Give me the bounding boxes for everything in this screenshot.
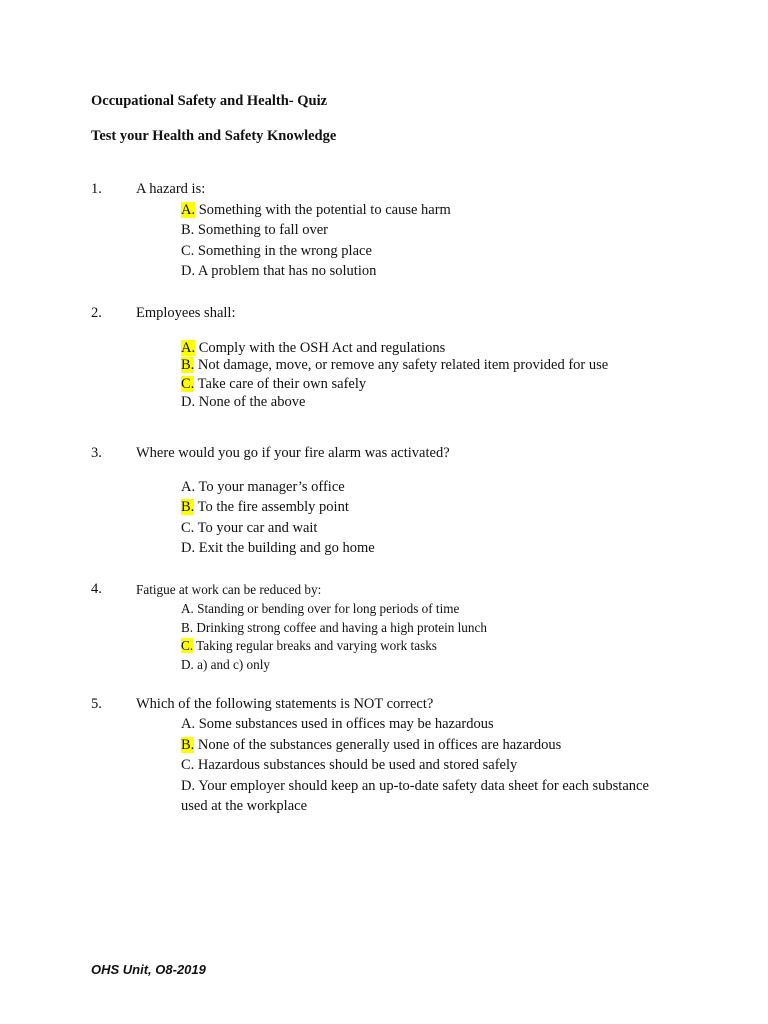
option-text: Your employer should keep an up-to-date safety data sheet for each substance	[195, 778, 649, 794]
option-letter: D.	[181, 540, 196, 556]
question-3-option-a	[181, 479, 345, 496]
option-text: Comply with the OSH Act and regulations	[195, 340, 446, 356]
highlighted-letter: A.	[181, 340, 196, 356]
footer-text: OHS Unit, O8-2019	[91, 962, 206, 977]
question-1-option-c	[181, 243, 372, 260]
highlighted-letter: B.	[181, 737, 195, 753]
question-4-number: 4.	[91, 581, 102, 597]
question-2-option-d	[181, 394, 305, 411]
option-text: To the fire assembly point	[194, 499, 349, 515]
option-text: Something to fall over	[194, 222, 328, 238]
question-2-text: Employees shall:	[136, 305, 236, 321]
option-letter: B.	[181, 222, 195, 238]
highlighted-letter: A.	[181, 202, 196, 218]
option-letter: D.	[181, 394, 196, 410]
option-text: Something with the potential to cause harm	[195, 202, 451, 218]
question-4-option-a	[181, 601, 459, 617]
question-5-text: Which of the following statements is NOT correct?	[136, 696, 434, 712]
option-text: A problem that has no solution	[195, 263, 377, 279]
option-letter: D.	[181, 263, 196, 279]
option-letter: A.	[181, 601, 194, 616]
option-letter: C.	[181, 757, 195, 773]
option-text: Standing or bending over for long periods of time	[193, 601, 460, 616]
question-5-option-c	[181, 757, 517, 774]
option-text: Not damage, move, or remove any safety related item provided for use	[194, 357, 609, 373]
option-text: To your manager’s office	[195, 479, 345, 495]
highlighted-letter: C.	[181, 638, 194, 653]
question-4-option-c	[181, 638, 437, 654]
question-1-option-b	[181, 222, 328, 239]
question-1-option-d	[181, 263, 376, 280]
highlighted-letter: B.	[181, 499, 195, 515]
option-text: Taking regular breaks and varying work tasks	[193, 638, 437, 653]
option-letter: C.	[181, 243, 195, 259]
highlighted-letter: C.	[181, 376, 195, 392]
question-3-option-c	[181, 520, 317, 537]
question-5-option-d	[181, 778, 649, 795]
option-letter: A.	[181, 479, 196, 495]
question-2-number: 2.	[91, 305, 102, 321]
question-5-option-a	[181, 716, 494, 733]
option-text: Drinking strong coffee and having a high protein lunch	[193, 620, 487, 635]
question-4-option-d	[181, 657, 270, 673]
question-2-option-a	[181, 340, 445, 357]
option-letter: B.	[181, 620, 194, 635]
option-text: Hazardous substances should be used and stored safely	[194, 757, 518, 773]
question-3-option-b	[181, 499, 349, 516]
question-5-option-d-continuation: used at the workplace	[181, 798, 308, 814]
page-title: Occupational Safety and Health- Quiz	[91, 93, 328, 109]
option-letter: A.	[181, 716, 196, 732]
question-4-option-b	[181, 620, 487, 636]
question-3-option-d	[181, 540, 375, 557]
option-text: Something in the wrong place	[194, 243, 372, 259]
option-letter: D.	[181, 778, 196, 794]
option-letter: D.	[181, 657, 194, 672]
option-text: To your car and wait	[194, 520, 318, 536]
question-5-option-b	[181, 737, 561, 754]
option-text: Some substances used in offices may be hazardous	[195, 716, 494, 732]
question-2-option-b	[181, 357, 608, 374]
question-1-number: 1.	[91, 181, 102, 197]
option-text: Exit the building and go home	[195, 540, 375, 556]
question-1-text: A hazard is:	[136, 181, 206, 197]
question-5-number: 5.	[91, 696, 102, 712]
question-1-option-a	[181, 202, 451, 219]
option-text: Take care of their own safely	[194, 376, 367, 392]
option-text: None of the substances generally used in offices are hazardous	[194, 737, 562, 753]
option-text: None of the above	[195, 394, 306, 410]
question-4-text: Fatigue at work can be reduced by:	[136, 582, 322, 597]
question-3-number: 3.	[91, 445, 102, 461]
option-letter: C.	[181, 520, 195, 536]
page-subtitle: Test your Health and Safety Knowledge	[91, 128, 337, 144]
highlighted-letter: B.	[181, 357, 195, 373]
question-3-text: Where would you go if your fire alarm was activated?	[136, 445, 450, 461]
question-2-option-c	[181, 376, 366, 393]
option-text: a) and c) only	[193, 657, 270, 672]
